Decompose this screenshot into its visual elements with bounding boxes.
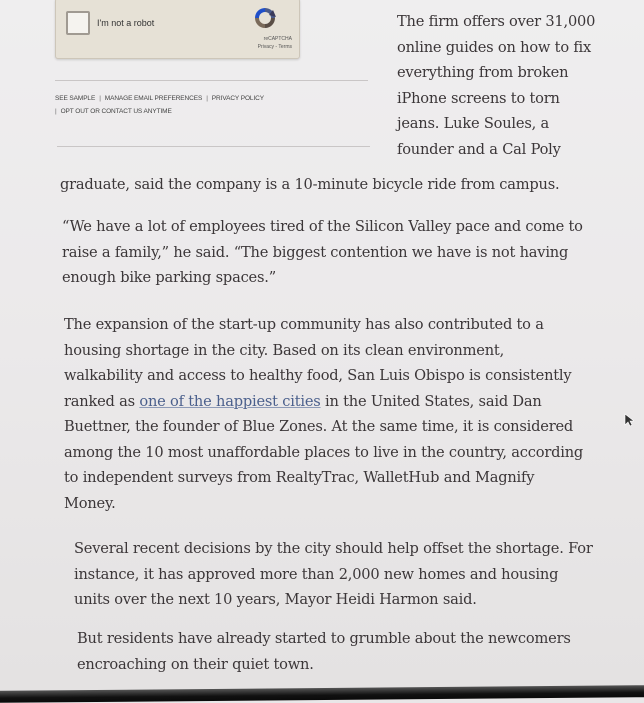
text-line: raise a family,” he said. “The biggest contention we have is not having (62, 243, 569, 261)
recaptcha-brand-name: reCAPTCHA (263, 36, 292, 42)
text-line: The firm offers over 31,000 (397, 13, 596, 30)
separator: | (99, 95, 101, 102)
article-intro-continuation (60, 172, 620, 198)
recaptcha-privacy-terms-link[interactable]: Privacy - Terms (257, 44, 292, 50)
text-line (64, 389, 624, 415)
opt-out-contact-link[interactable]: OPT OUT OR CONTACT US ANYTIME (60, 108, 172, 115)
recaptcha-label: I'm not a robot (97, 18, 155, 28)
text-line: “We have a lot of employees tired of the Silicon Valley pace and come to (62, 218, 583, 235)
text-line: instance, it has approved more than 2,000 new homes and housing (74, 565, 559, 583)
manage-email-preferences-link[interactable]: MANAGE EMAIL PREFERENCES (104, 95, 203, 102)
newsletter-widget (55, 0, 370, 150)
text-line: encroaching on their quiet town. (77, 655, 314, 673)
divider-bottom (57, 146, 370, 147)
text-line: among the 10 most unaffordable places to live in the country, according (64, 443, 584, 461)
mouse-cursor-icon (624, 413, 634, 427)
text-line: to independent surveys from RealtyTrac, WalletHub and Magnify (64, 469, 535, 486)
text-line: Buettner, the founder of Blue Zones. At the same time, it is considered (64, 418, 574, 435)
text-segment: ranked as (64, 392, 140, 410)
recaptcha-checkbox[interactable] (66, 11, 90, 35)
text-line: everything from broken (397, 64, 569, 81)
text-segment: in the United States, said Dan (320, 392, 542, 410)
text-line: units over the next 10 years, Mayor Heidi Harmon said. (74, 591, 477, 608)
article-paragraph-residents (77, 626, 637, 677)
see-sample-link[interactable]: SEE SAMPLE (55, 95, 96, 102)
article-intro-column (397, 9, 637, 162)
text-line: founder and a Cal Poly (397, 140, 561, 158)
newsletter-links (55, 92, 375, 118)
article-paragraph-quote (62, 214, 622, 291)
article-paragraph-decisions (74, 536, 634, 613)
text-line: Several recent decisions by the city should help offset the shortage. For (74, 540, 593, 557)
text-line: Money. (64, 494, 116, 512)
text-line: enough bike parking spaces.” (62, 269, 276, 286)
text-line: walkability and access to healthy food, San Luis Obispo is consistently (64, 367, 572, 384)
text-line: jeans. Luke Soules, a (397, 115, 549, 132)
text-line: iPhone screens to torn (397, 89, 560, 107)
privacy-policy-link[interactable]: PRIVACY POLICY (211, 95, 264, 102)
recaptcha-brand (226, 35, 292, 51)
separator: | (55, 108, 57, 115)
text-line: But residents have already started to grumble about the newcomers (77, 630, 571, 647)
text-line: graduate, said the company is a 10-minute bicycle ride from campus. (60, 176, 560, 193)
happiest-cities-link[interactable]: one of the happiest cities (139, 392, 321, 410)
article-paragraph-expansion (64, 312, 624, 516)
text-line: The expansion of the start-up community has also contributed to a (64, 316, 544, 333)
recaptcha-widget (55, 0, 300, 59)
separator: | (206, 95, 208, 102)
text-line: online guides on how to fix (397, 38, 592, 56)
divider-top (55, 80, 368, 81)
recaptcha-logo-icon (252, 5, 278, 31)
text-line: housing shortage in the city. Based on its clean environment, (64, 341, 505, 359)
